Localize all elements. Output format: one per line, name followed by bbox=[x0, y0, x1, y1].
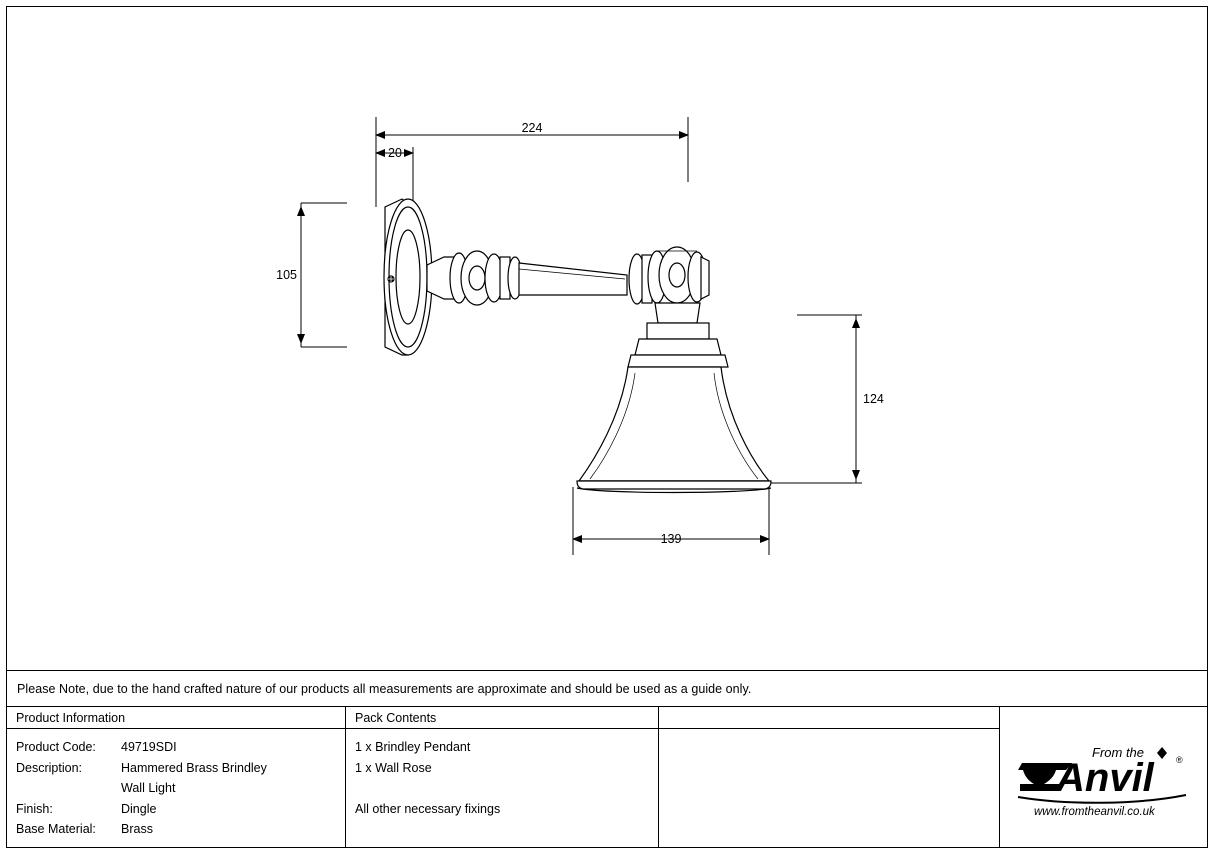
product-technical-drawing bbox=[7, 7, 1207, 670]
logo-registered-mark: ® bbox=[1176, 755, 1183, 765]
wall-light-illustration bbox=[384, 199, 771, 493]
spec-row bbox=[16, 758, 345, 779]
measurement-note-text: Please Note, due to the hand crafted nature of our products all measurements are approximate and should be used as a guide only. bbox=[17, 681, 752, 696]
logo-diamond-icon bbox=[1157, 747, 1167, 759]
measurement-note-row bbox=[7, 670, 1207, 707]
arm-joint-inner bbox=[427, 251, 522, 305]
description-label: Description: bbox=[16, 760, 82, 775]
base-material-label: Base Material: bbox=[16, 822, 96, 836]
spec-row bbox=[16, 799, 345, 820]
description-value: Hammered Brass Brindley bbox=[121, 760, 267, 775]
pack-contents-item: 1 x Wall Rose bbox=[355, 760, 432, 775]
dimension-20-label: 20 bbox=[388, 146, 402, 160]
pack-contents-spacer bbox=[355, 778, 658, 799]
logo-website-text: www.fromtheanvil.co.uk bbox=[1034, 806, 1155, 818]
finish-value: Dingle bbox=[121, 801, 157, 816]
brand-logo-column bbox=[1000, 707, 1207, 847]
spec-row bbox=[16, 778, 345, 799]
brand-logo bbox=[1000, 707, 1207, 847]
pack-contents-header: Pack Contents bbox=[346, 707, 658, 729]
description-value-continued: Wall Light bbox=[121, 781, 176, 795]
dimension-139-label: 139 bbox=[660, 532, 682, 546]
pack-contents-column bbox=[346, 707, 659, 847]
pack-contents-item: All other necessary fixings bbox=[355, 801, 501, 816]
dimension-224-label: 224 bbox=[521, 121, 543, 135]
product-information-header: Product Information bbox=[7, 707, 345, 729]
information-table bbox=[7, 707, 1207, 847]
spec-row bbox=[16, 737, 345, 758]
pack-contents-item: 1 x Brindley Pendant bbox=[355, 740, 471, 754]
empty-column bbox=[659, 707, 1000, 847]
logo-anvil-text: Anvil bbox=[1056, 756, 1154, 800]
logo-from-the-text: From the bbox=[1092, 745, 1145, 760]
arm-bar bbox=[519, 263, 627, 295]
dimension-124-label: 124 bbox=[863, 392, 884, 406]
arm-joint-outer bbox=[629, 247, 709, 304]
spec-row bbox=[16, 819, 345, 840]
lamp-shade bbox=[577, 367, 771, 493]
wall-rose bbox=[384, 199, 432, 355]
finish-label: Finish: bbox=[16, 801, 53, 816]
description-label-continued bbox=[16, 778, 121, 799]
product-code-label: Product Code: bbox=[16, 740, 96, 754]
dimension-105-label: 105 bbox=[276, 268, 297, 282]
product-information-column bbox=[7, 707, 346, 847]
shade-neck bbox=[628, 303, 728, 367]
base-material-value: Brass bbox=[121, 822, 153, 836]
anvil-logo-icon bbox=[1016, 733, 1194, 825]
product-code-value: 49719SDI bbox=[121, 740, 177, 754]
dimension-105 bbox=[301, 203, 347, 347]
product-information-body bbox=[7, 729, 345, 840]
dimension-124 bbox=[767, 315, 862, 483]
pack-contents-body bbox=[346, 729, 658, 819]
empty-column-header bbox=[659, 707, 999, 729]
